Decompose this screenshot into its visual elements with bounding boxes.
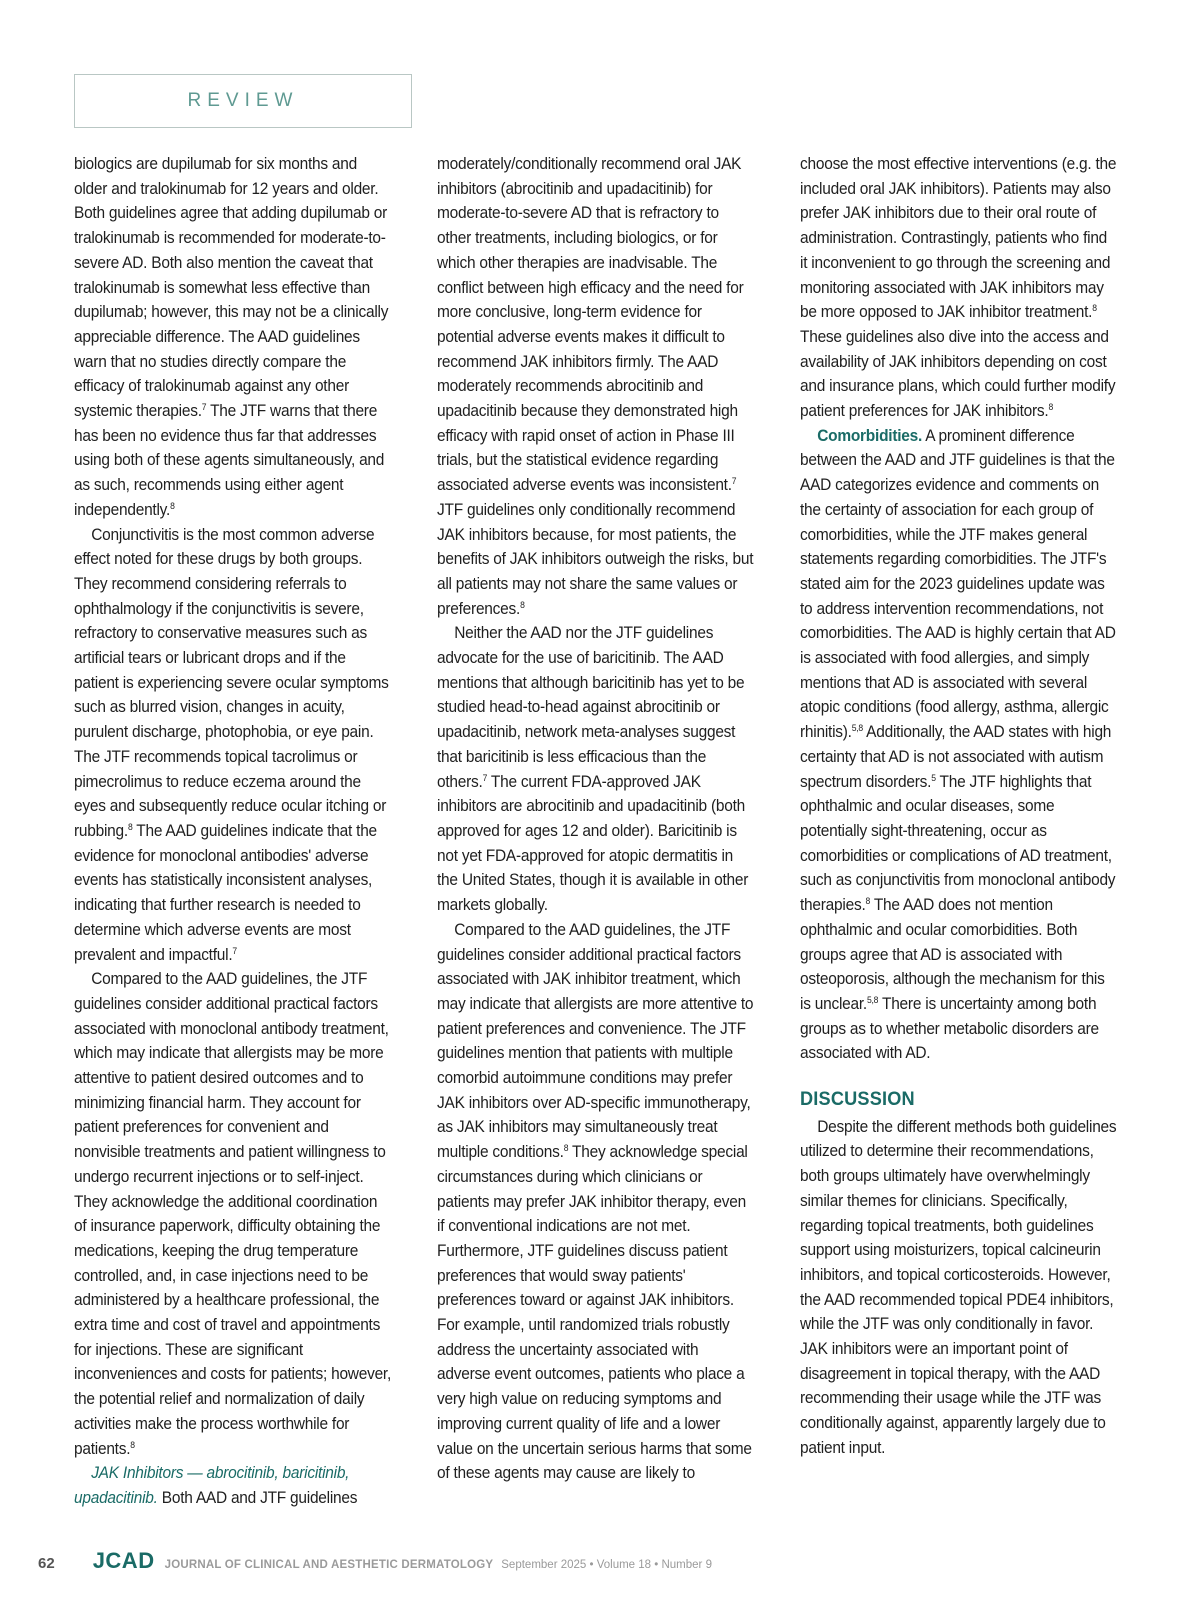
citation: 7	[731, 476, 737, 487]
journal-logo: JCAD	[92, 1548, 155, 1573]
column-1	[74, 152, 392, 1511]
citation: 8	[1048, 402, 1054, 413]
citation: 8	[130, 1439, 135, 1450]
citation: 7	[232, 945, 237, 956]
section-heading: DISCUSSION	[800, 1089, 915, 1111]
paragraph: Compared to the AAD guidelines, the JTF guidelines consider additional practical factors associated with monoclonal antibody treatment, which may indicate that allergists may be more attentive to patient desired outcomes and to minimizing financial harm. They account for patient preferences for convenient and nonvisible treatments and patient willingness to undergo recurrent injections or to self-inject. They acknowledge the additional coordination of insurance paperwork, difficulty obtaining the medications, keeping the drug temperature controlled, and, in case injections need to be administered by a healthcare professional, the extra time and cost of travel and appointments for injections. These are significant inconveniences and costs for patients; however, the potential relief and normalization of daily activities make the process worthwhile for patients.$^8$	[74, 970, 392, 1458]
column-2	[437, 152, 755, 1511]
citation: 8	[170, 500, 175, 511]
paragraph: choose the most effective interventions (e.g. the included oral JAK inhibitors). Patients may also prefer JAK inhibitors due to their oral route of administration. Contrastingly, patients who find it inconvenient to go through the screening and monitoring associated with JAK inhibitors may be more opposed to JAK inhibitor treatment.$^8$ These guidelines also dive into the access and availability of JAK inhibitors depending on cost and insurance plans, which could further modify patient preferences for JAK inhibitors.$^8$	[800, 155, 1117, 421]
page-footer	[38, 1548, 712, 1574]
citation: 5	[931, 772, 936, 783]
paragraph: Despite the different methods both guidelines utilized to determine their recommendations, both groups ultimately have overwhelmingly similar themes for clinicians. Specifically, regarding topical treatments, both guidelines support using moisturizers, topical calcineurin inhibitors, and topical corticosteroids. However, the AAD recommended topical PDE4 inhibitors, while the JTF was only conditionally in favor. JAK inhibitors were an important point of disagreement in topical therapy, with the AAD recommending their usage while the JTF was conditionally against, apparently largely due to patient input.	[800, 1117, 1117, 1457]
article-body	[74, 152, 1134, 1511]
citation: 8	[520, 599, 525, 610]
subsection-heading: Comorbidities.	[817, 426, 923, 445]
paragraph: Neither the AAD nor the JTF guidelines advocate for the use of baricitinib. The AAD mentions that although baricitinib has yet to be studied head-to-head against abrocitinib or upadacitinib, network meta-analyses suggest that baricitinib is less efficacious than the others.$^7$ The current FDA-approved JAK inhibitors are abrocitinib and upadacitinib (both approved for ages 12 and older). Baricitinib is not yet FDA-approved for atopic dermatitis in the United States, though it is available in other markets globally.	[437, 624, 749, 915]
journal-name: JOURNAL OF CLINICAL AND AESTHETIC DERMATOLOGY	[164, 1559, 494, 1571]
subsection-heading: JAK Inhibitors — abrocitinib, baricitinib, upadacitinib.	[74, 1464, 350, 1507]
citation: 5,8	[866, 994, 879, 1005]
paragraph: Compared to the AAD guidelines, the JTF guidelines consider additional practical factors associated with JAK inhibitor treatment, which may indicate that allergists are more attentive to patient preferences and convenience. The JTF guidelines mention that patients with multiple comorbid autoimmune conditions may prefer JAK inhibitors over AD-specific immunotherapy, as JAK inhibitors may simultaneously treat multiple conditions.$^8$ They acknowledge special circumstances during which clinicians or patients may prefer JAK inhibitor therapy, even if conventional indications are not met. Furthermore, JTF guidelines discuss patient preferences that would sway patients' preferences toward or against JAK inhibitors. For example, until randomized trials robustly address the uncertainty associated with adverse event outcomes, patients who place a very high value on reducing symptoms and improving current quality of life and a lower value on the uncertain serious harms that some of these agents may cause are likely to	[437, 920, 754, 1483]
citation: 7	[482, 772, 488, 783]
citation: 8	[563, 1143, 569, 1154]
paragraph: Conjunctivitis is the most common adverse effect noted for these drugs by both groups. They recommend considering referrals to ophthalmology if the conjunctivitis is severe, refractory to conservative measures such as artificial tears or lubricant drops and if the patient is experiencing severe ocular symptoms such as blurred vision, changes in acuity, purulent discharge, photophobia, or eye pain. The JTF recommends topical tacrolimus or pimecrolimus to reduce eczema around the eyes and subsequently reduce ocular itching or rubbing.$^8$ The AAD guidelines indicate that the evidence for monoclonal antibodies' adverse events has statistically inconsistent analyses, indicating that further research is needed to determine which adverse events are most prevalent and impactful.$^7$	[74, 525, 389, 964]
page-number: 62	[38, 1555, 55, 1572]
paragraph: Comorbidities. A prominent difference between the AAD and JTF guidelines is that the AAD categorizes evidence and comments on the certainty of association for each group of comorbidities, while the JTF makes general statements regarding comorbidities. The JTF's stated aim for the 2023 guidelines update was to address intervention recommendations, not comorbidities. The AAD is highly certain that AD is associated with food allergies, and simply mentions that AD is associated with several atopic conditions (food allergy, asthma, allergic rhinitis).$^{5,8}$ Additionally, the AAD states with high certainty that AD is not associated with autism spectrum disorders.$^5$ The JTF highlights that ophthalmic and ocular diseases, some potentially sight-threatening, occur as comorbidities or complications of AD treatment, such as conjunctivitis from monoclonal antibody therapies.$^8$ The AAD does not mention ophthalmic and ocular comorbidities. Both groups agree that AD is associated with osteoporosis, although the mechanism for this is unclear.$^{5,8}$ There is uncertainty among both groups as to whether metabolic disorders are associated with AD.	[800, 426, 1116, 1063]
citation: 8	[127, 821, 133, 832]
citation: 8	[1092, 303, 1097, 314]
paragraph: moderately/conditionally recommend oral JAK inhibitors (abrocitinib and upadacitinib) for moderate-to-severe AD that is refractory to other treatments, including biologics, or for which other therapies are inadvisable. The conflict between high efficacy and the need for more conclusive, long-term evidence for potential adverse events makes it difficult to recommend JAK inhibitors firmly. The AAD moderately recommends abrocitinib and upadacitinib because they demonstrated high efficacy with rapid onset of action in Phase III trials, but the statistical evidence regarding associated adverse events was inconsistent.$^7$ JTF guidelines only conditionally recommend JAK inhibitors because, for most patients, the benefits of JAK inhibitors outweigh the risks, but all patients may not share the same values or preferences.$^8$	[437, 155, 754, 618]
citation: 7	[201, 402, 207, 413]
paragraph: JAK Inhibitors — abrocitinib, baricitinib, upadacitinib. Both AAD and JTF guidelines	[74, 1464, 358, 1507]
citation: 8	[865, 896, 871, 907]
issue-info: September 2025 • Volume 18 • Number 9	[501, 1559, 712, 1571]
column-3	[800, 152, 1118, 1511]
section-label: REVIEW	[187, 90, 299, 111]
section-label-box	[74, 74, 412, 128]
paragraph: biologics are dupilumab for six months and older and tralokinumab for 12 years and older. Both guidelines agree that adding dupilumab or tralokinumab is recommended for moderate-to-severe AD. Both also mention the caveat that tralokinumab is somewhat less effective than dupilumab; however, this may not be a clinically appreciable difference. The AAD guidelines warn that no studies directly compare the efficacy of tralokinumab against any other systemic therapies.$^7$ The JTF warns that there has been no evidence thus far that addresses using both of these agents simultaneously, and as such, recommends using either agent independently.$^8$	[74, 155, 389, 519]
citation: 5,8	[851, 723, 863, 734]
